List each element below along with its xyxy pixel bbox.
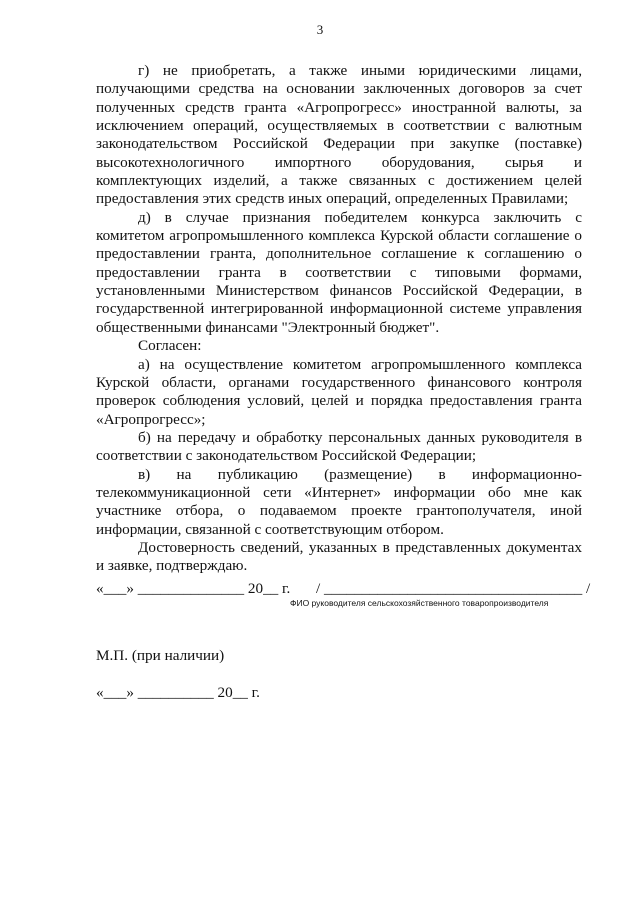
signature-date-line: «___» ______________ 20__ г. bbox=[96, 580, 291, 597]
stamp-label: М.П. (при наличии) bbox=[96, 647, 225, 664]
signature-name-line: / __________________________________ / bbox=[316, 580, 591, 597]
document-body bbox=[96, 62, 582, 576]
paragraph-a: а) на осуществление комитетом агропромышленного комплекса Курской области, органами государственного финансового контроля проверок соблюдения условий, целей и порядка предоставления гранта «Агропрогресс»; bbox=[96, 355, 582, 428]
signature-caption: ФИО руководителя сельскохозяйственного товаропроизводителя bbox=[290, 598, 549, 608]
paragraph-confirmation: Достоверность сведений, указанных в представленных документах и заявке, подтверждаю. bbox=[96, 538, 582, 575]
paragraph-v: в) на публикацию (размещение) в информационно-телекоммуникационной сети «Интернет» информации обо мне как участнике отбора, о подаваемом проекте грантополучателя, иной информации, связанной с соответствующим отбором. bbox=[96, 465, 582, 538]
page-number: 3 bbox=[316, 22, 324, 37]
paragraph-b: б) на передачу и обработку персональных данных руководителя в соответствии с законодательством Российской Федерации; bbox=[96, 428, 582, 465]
stamp-date-line: «___» __________ 20__ г. bbox=[96, 684, 260, 701]
paragraph-d: д) в случае признания победителем конкурса заключить с комитетом агропромышленного комплекса Курской области соглашение о предоставлении гранта, дополнительное соглашение к соглашению о предоставлении гранта в соответствии с типовыми формами, установленными Министерством финансов Российской Федерации, в государственной интегрированной информационной системе управления общественными финансами "Электронный бюджет". bbox=[96, 208, 582, 336]
paragraph-g: г) не приобретать, а также иными юридическими лицами, получающими средства на основании заключенных договоров за счет полученных средств гранта «Агропрогресс» иностранной валюты, за исключением операций, осуществляемых в соответствии с валютным законодательством Российской Федерации при закупке (поставке) высокотехнологичного импортного оборудования, сырья и комплектующих изделий, а также связанных с достижением целей предоставления этих средств иных операций, определенных Правилами; bbox=[96, 62, 582, 208]
paragraph-agree-heading: Согласен: bbox=[138, 337, 202, 355]
